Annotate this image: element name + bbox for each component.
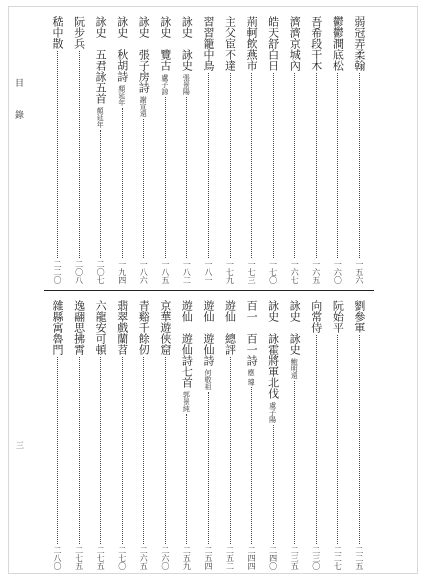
- dot-leader: [57, 357, 58, 544]
- dot-leader: [122, 108, 123, 258]
- toc-top-band: [48, 16, 368, 284]
- entry-page-number: 一八六: [139, 260, 149, 284]
- entry-page-number: 二〇七: [96, 260, 106, 284]
- dot-leader: [359, 73, 360, 258]
- dot-leader: [122, 357, 123, 544]
- dot-leader: [337, 73, 338, 258]
- entry-author-note: 鮑明遠: [290, 358, 299, 379]
- entry-page-number: 二二七: [333, 546, 343, 570]
- dot-leader: [273, 73, 274, 258]
- dot-leader: [316, 335, 317, 544]
- dot-leader: [208, 392, 209, 544]
- entry-page-number: 一九四: [117, 260, 127, 284]
- dot-leader: [294, 73, 295, 258]
- entry-page-number: 一八一: [203, 260, 213, 284]
- entry-title: 阮始平: [331, 300, 345, 333]
- dot-leader: [230, 357, 231, 544]
- toc-entry: [91, 300, 109, 570]
- entry-page-number: 二三五: [290, 546, 300, 570]
- entry-title: 遊仙 遊仙詩七首: [180, 300, 194, 388]
- entry-title: 荊軻飲燕市: [245, 16, 259, 71]
- entry-title: 青谿千餘仞: [137, 300, 151, 355]
- entry-title: 雜縣寓魯門: [51, 300, 64, 355]
- entry-title: 濟濟京城內: [288, 16, 302, 71]
- entry-title: 詠史 秋胡詩: [115, 16, 129, 82]
- entry-page-number: 二七五: [74, 546, 84, 570]
- entry-title: 向常侍: [309, 300, 323, 333]
- dot-leader: [337, 335, 338, 544]
- dot-leader: [273, 425, 274, 544]
- dot-leader: [186, 414, 187, 544]
- entry-page-number: 二四〇: [268, 546, 278, 570]
- entry-author-note: 郭景純: [182, 391, 191, 412]
- dot-leader: [100, 357, 101, 544]
- toc-entry: [307, 16, 325, 284]
- toc-entry: [307, 300, 325, 570]
- dot-leader: [251, 73, 252, 258]
- toc-entry: [199, 300, 217, 570]
- entry-title: 詠史 詠史: [180, 16, 194, 71]
- entry-title: 詠史 詠霍將軍北伐: [266, 300, 280, 399]
- toc-entry: [70, 300, 88, 570]
- entry-page-number: 一八二: [182, 260, 192, 284]
- toc-entry: [113, 300, 131, 570]
- dot-leader: [143, 119, 144, 258]
- entry-page-number: 二六五: [139, 546, 149, 570]
- entry-page-number: 一五六: [354, 260, 364, 284]
- toc-entry: [264, 16, 282, 284]
- toc-entry: [70, 16, 88, 284]
- toc-entry: [328, 300, 346, 570]
- page-number: 三: [16, 441, 24, 450]
- entry-title: 詠史 覽古: [158, 16, 172, 71]
- dot-leader: [186, 97, 187, 258]
- entry-title: 六龍安可頓: [94, 300, 108, 355]
- entry-page-number: 二八〇: [53, 546, 62, 570]
- entry-page-number: 二四四: [247, 546, 257, 570]
- entry-title: 遊仙 總評: [223, 300, 237, 355]
- toc-entry: [264, 300, 282, 570]
- entry-page-number: 二二〇: [53, 260, 62, 284]
- dot-leader: [230, 73, 231, 258]
- entry-page-number: 一七九: [225, 260, 235, 284]
- entry-title: 遊仙 遊仙詩: [201, 300, 215, 366]
- entry-page-number: 二五四: [203, 546, 213, 570]
- dot-leader: [294, 381, 295, 544]
- entry-title: 詠史 五君詠五首: [94, 16, 108, 104]
- entry-author-note: 謝宣遠: [139, 96, 148, 117]
- dot-leader: [143, 357, 144, 544]
- entry-page-number: 一六〇: [333, 260, 343, 284]
- entry-title: 詠史 詠史: [288, 300, 302, 355]
- entry-author-note: 應 璩: [247, 369, 256, 386]
- entry-author-note: 何敬祖: [203, 369, 212, 390]
- entry-author-note: 顏延年: [96, 107, 105, 128]
- dot-leader: [165, 97, 166, 258]
- dot-leader: [316, 73, 317, 258]
- toc-entry: [285, 300, 303, 570]
- entry-page-number: 二二五: [354, 546, 364, 570]
- dot-leader: [79, 357, 80, 544]
- entry-title: 吾希段干木: [309, 16, 323, 71]
- toc-entry: [134, 16, 152, 284]
- toc-entry: [156, 300, 174, 570]
- entry-page-number: 一七〇: [268, 260, 278, 284]
- entry-page-number: 二〇八: [74, 260, 84, 284]
- entry-title: 詠史 張子房詩: [137, 16, 151, 93]
- dot-leader: [251, 387, 252, 544]
- entry-page-number: 二五九: [182, 546, 192, 570]
- toc-bottom-band: [48, 300, 368, 570]
- entry-page-number: 二七〇: [117, 546, 127, 570]
- entry-author-note: 顏延年: [117, 85, 126, 106]
- toc-entry: [199, 16, 217, 284]
- entry-page-number: 二三〇: [311, 546, 321, 570]
- entry-title: 嵇中散: [51, 16, 64, 49]
- toc-entry: [242, 16, 260, 284]
- entry-page-number: 二五二: [225, 546, 235, 570]
- toc-entry: [350, 16, 368, 284]
- entry-page-number: 一六七: [290, 260, 300, 284]
- toc-entry: [221, 300, 239, 570]
- entry-page-number: 二六〇: [160, 546, 170, 570]
- band-divider: [44, 290, 374, 291]
- dot-leader: [79, 51, 80, 258]
- toc-entry: [221, 16, 239, 284]
- entry-author-note: 虞子陽: [268, 402, 277, 423]
- toc-entry: [156, 16, 174, 284]
- toc-entry: [177, 300, 195, 570]
- toc-entry: [242, 300, 260, 570]
- entry-title: 主父宦不達: [223, 16, 237, 71]
- entry-page-number: 一六五: [311, 260, 321, 284]
- entry-title: 劉參軍: [352, 300, 366, 333]
- toc-entry: [48, 16, 66, 284]
- entry-page-number: 二七五: [96, 546, 106, 570]
- dot-leader: [359, 335, 360, 544]
- entry-author-note: 張景陽: [182, 74, 191, 95]
- running-title: 目 錄: [13, 78, 23, 129]
- toc-entry: [134, 300, 152, 570]
- entry-title: 京華遊俠窟: [158, 300, 172, 355]
- entry-author-note: 盧子諒: [160, 74, 169, 95]
- toc-entry: [113, 16, 131, 284]
- dot-leader: [57, 51, 58, 258]
- toc-entry: [350, 300, 368, 570]
- entry-title: 弱冠弄柔翰: [352, 16, 366, 71]
- entry-title: 翡翠戲蘭苕: [115, 300, 129, 355]
- entry-title: 阮步兵: [72, 16, 86, 49]
- toc-entry: [328, 16, 346, 284]
- dot-leader: [100, 130, 101, 258]
- entry-title: 習習籠中鳥: [201, 16, 215, 71]
- toc-entry: [177, 16, 195, 284]
- dot-leader: [165, 357, 166, 544]
- entry-title: 百一 百一詩: [245, 300, 259, 366]
- entry-title: 皓天舒白日: [266, 16, 280, 71]
- toc-entry: [48, 300, 66, 570]
- entry-page-number: 一七三: [247, 260, 257, 284]
- entry-page-number: 一八五: [160, 260, 170, 284]
- toc-entry: [91, 16, 109, 284]
- toc-entry: [285, 16, 303, 284]
- entry-title: 鬱鬱澗底松: [331, 16, 345, 71]
- entry-title: 逸翮思拂霄: [72, 300, 86, 355]
- dot-leader: [208, 73, 209, 258]
